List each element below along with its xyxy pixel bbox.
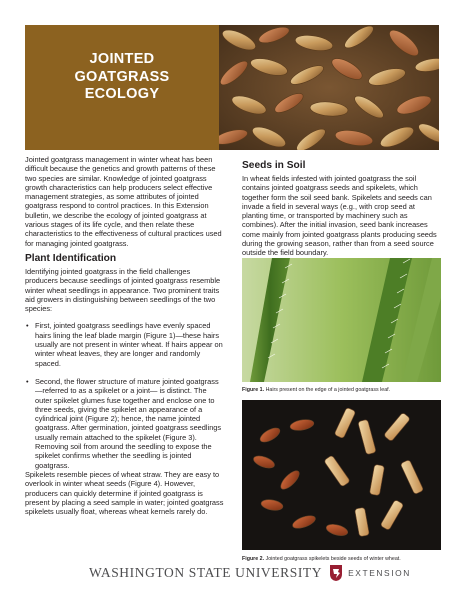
- spikelets-illustration: [242, 400, 441, 550]
- title-line: JOINTED: [89, 51, 155, 67]
- bullet-text: First, jointed goatgrass seedlings have evenly spaced hairs lining the leaf blade margin (Figure 1)—these hairs usually are not present in winter wheat. If hairs appear on winter wheat leaves, they are longer and randomly spaced.: [35, 321, 223, 368]
- title-line: ECOLOGY: [84, 86, 160, 102]
- document-title: [25, 51, 219, 104]
- bullet-text: Second, the flower structure of mature jointed goatgrass—referred to as a spikelet or a joint— is distinct. The outer spikelet glumes fuse together and enclose one to three seeds, giving the spikelet an appearance of a cylindrical joint (Figure 2); hence, the name jointed goatgrass. After germination, jointed goatgrass seedlings usually remain attached to the spikelet (Figure 3). Removing soil from around the seedling to expose the spikelet confirms whether the seedling is jointed goatgrass.: [35, 376, 222, 470]
- figure-2-label: Figure 2.: [242, 556, 265, 562]
- figure-1-label: Figure 1.: [242, 387, 265, 393]
- banner-title-block: [25, 25, 219, 150]
- seeds-in-soil-heading: Seeds in Soil: [242, 160, 306, 171]
- figure-2-spikelets-photo: [242, 400, 441, 550]
- title-line: GOATGRASS: [74, 68, 170, 85]
- left-column: [25, 155, 225, 516]
- seeds-in-soil-paragraph: In wheat fields infested with jointed goatgrass the soil contains jointed goatgrass seeds and spikelets, which together form the soil seed bank. Spikelets and seeds can invade a field in several ways (e.g., with crop seed at planting time, or transported by machinery such as combines). After the initial invasion, seed bank increases come mainly from jointed goatgrass plants producing seeds during the growing season, rather than from a seed source outside the field boundary.: [242, 174, 437, 258]
- plant-identification-heading: Plant Identification: [25, 252, 117, 264]
- plant-identification-lead: Identifying jointed goatgrass in the field challenges producers because seedlings of jointed goatgrass resemble winter wheat seedlings in appearance. Two prominent traits aid growers in distinguishing between seedlings of the two species:: [25, 266, 221, 314]
- wsu-cougar-icon: [328, 564, 344, 582]
- leaf-hairs-illustration: [242, 258, 441, 382]
- university-wordmark: WASHINGTON STATE UNIVERSITY: [89, 565, 323, 580]
- wsu-extension-logo: [89, 564, 411, 582]
- bullet-glyph: •: [26, 321, 29, 331]
- seed-photo-illustration: [219, 25, 439, 150]
- bullet-item: [25, 377, 225, 470]
- figure-2-caption-text: Jointed goatgrass spikelets beside seeds of winter wheat.: [265, 556, 401, 562]
- extension-wordmark: EXTENSION: [348, 568, 411, 578]
- figure-1-caption: [242, 387, 441, 393]
- figure-2-caption: [242, 556, 441, 562]
- figure-1-caption-text: Hairs present on the edge of a jointed goatgrass leaf.: [265, 387, 391, 393]
- spikelet-paragraph: Spikelets resemble pieces of wheat straw. They are easy to overlook in winter wheat seeds (Figure 4). However, producers can quickly determine if jointed goatgrass is present by placing a seed sample in water; jointed goatgrass spikelets usually float, whereas wheat kernels rarely do.: [25, 469, 224, 517]
- bullet-item: [25, 321, 225, 367]
- right-column: [242, 160, 441, 258]
- intro-paragraph: Jointed goatgrass management in winter wheat has been difficult because the genetics and growth patterns of these two species are similar. Knowledge of jointed goatgrass growth characteristics can help producers select effective management strategies, as some attributes of jointed goatgrass respond to control practices. In this Extension bulletin, we describe the ecology of jointed goatgrass at various stages of its life cycle, and then relate these characteristics to the effectiveness of cultural practices used for managing jointed goatgrass.: [25, 155, 222, 248]
- figure-1-leaf-photo: [242, 258, 441, 382]
- banner-seed-photo: [219, 25, 439, 150]
- bullet-glyph: •: [26, 376, 29, 386]
